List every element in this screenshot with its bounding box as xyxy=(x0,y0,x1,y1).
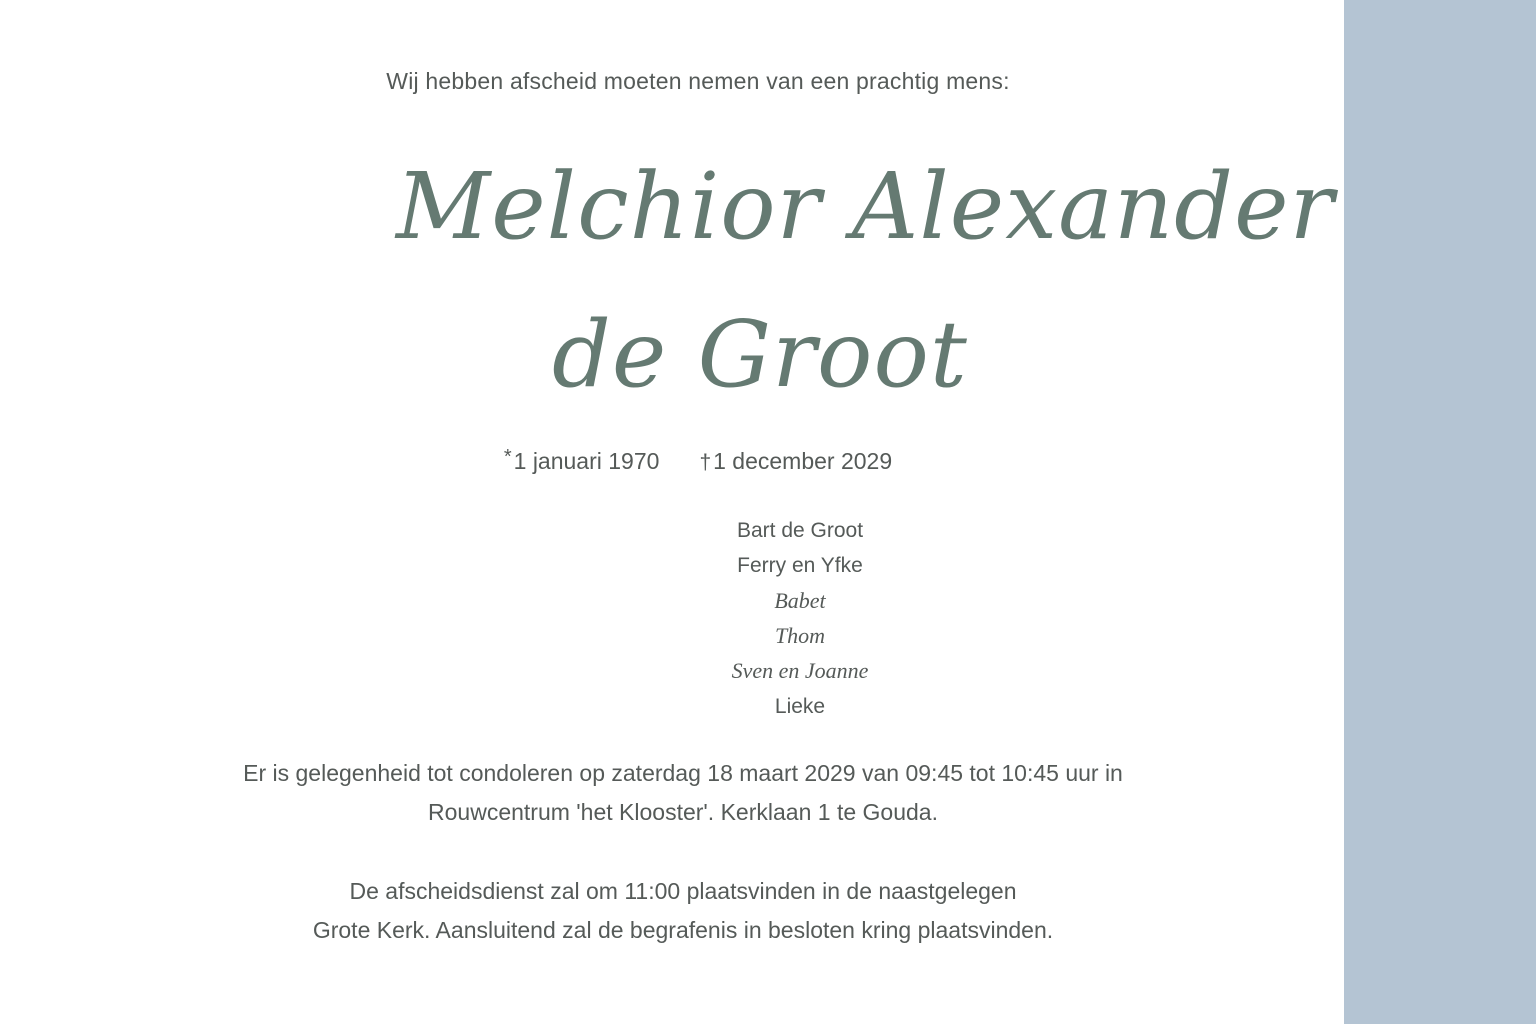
intro-text: Wij hebben afscheid moeten nemen van een prachtig mens: xyxy=(386,68,1010,94)
survivor-name: Ferry en Yfke xyxy=(737,554,863,577)
survivor-name: Sven en Joanne xyxy=(731,658,869,683)
survivor-name: Babet xyxy=(774,588,826,613)
service-line-2: Grote Kerk. Aansluitend zal de begrafenis in besloten kring plaatsvinden. xyxy=(312,917,1054,943)
deceased-name-line-2: de Groot xyxy=(552,301,968,408)
condolence-line-2: Rouwcentrum 'het Klooster'. Kerklaan 1 te Gouda. xyxy=(428,799,938,825)
service-line-1: De afscheidsdienst zal om 11:00 plaatsvinden in de naastgelegen xyxy=(349,878,1017,904)
condolence-line-1: Er is gelegenheid tot condoleren op zaterdag 18 maart 2029 van 09:45 tot 10:45 uur in xyxy=(243,760,1123,786)
condolence-text xyxy=(0,754,1366,832)
survivor-name: Bart de Groot xyxy=(736,519,864,542)
birth-date: 1 januari 1970 xyxy=(513,448,660,474)
deceased-name-line-1: Melchior Alexander xyxy=(396,153,1335,260)
decorative-side-band xyxy=(1344,0,1536,1024)
death-date: 1 december 2029 xyxy=(713,448,893,474)
service-text xyxy=(0,872,1366,950)
survivor-name: Thom xyxy=(774,623,826,648)
birth-symbol: * xyxy=(503,446,512,468)
death-symbol: † xyxy=(699,451,712,474)
life-dates xyxy=(0,446,1396,475)
survivor-name: Lieke xyxy=(774,695,826,718)
